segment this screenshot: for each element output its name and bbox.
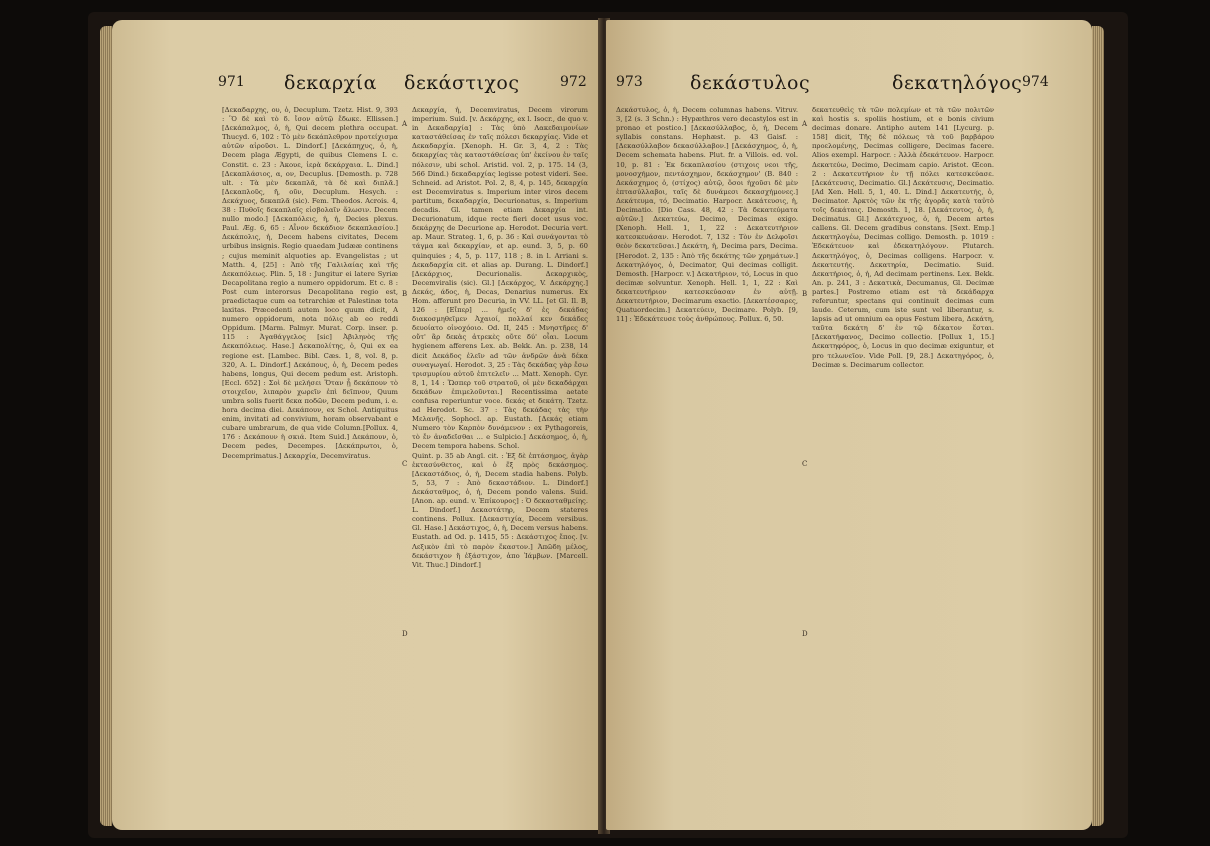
- margin-letter: B: [402, 290, 408, 298]
- headword: δεκάστυλος: [690, 72, 811, 94]
- right-page: [606, 20, 1092, 830]
- column-text: Quint. p. 35 ab Angl. cit. : Ἐξ δὲ ἑπτάσημος, ἀγὰρ ἑκτασύνθετος, καὶ ὁ ἕξ πρὸς δεκάσημος. [Δεκαστάδιος, ὁ, ἡ, Decem stadia habens. Polyb. 5, 53, 7 : Ἀπὸ δεκαστάδιον. L. Dindorf.] Δεκάσταθμος, ὁ, ἡ, Decem pondo valens. Suid. [Anon. ap. eund. v. Ἐπίκουρος] : Ὁ δεκασταθμείης. L. Dindorf.] Δεκαστάτηρ, Decem stateres continens. Pollux. [Δεκαστιχία, Decem versibus. Gl. Hase.] Δεκάστιχος, ὁ, ἡ, Decem versus habens. Eustath. ad Od. p. 1415, 55 : Δεκάστιχος ἔπος. [v. Λεξικὸν ἐπὶ τὸ παρὸν ἕκαστον.] Ἀπῶδη μέλος, δεκάστιχον ἢ ἑξάστιχον, ἀπο Ἰάμβων. [Marcell. Vit. Thuc.] Dindorf.]: [412, 451, 588, 569]
- text-column-left: [616, 106, 798, 806]
- margin-letter: D: [802, 630, 808, 638]
- margin-letter: D: [402, 630, 408, 638]
- left-page-header: [112, 72, 600, 98]
- text-column-right: [412, 106, 588, 806]
- column-text: [Δεκαδαρχης, ου, ὁ, Decuplum. Tzetz. Hist. 9, 393 : Ὃ δὲ καὶ τὸ δ. ἴσον αὐτῷ ἔδωκε. Ellissen.] [Δεκάπαλμος, ὁ, ἡ, Qui decem plethra occupat. Thucyd. 6, 102 : Τὸ μὲν δεκάπλεθρον προτείχισμα αὐτῶν αἱροῦσι. L. Dindorf.] [Δεκάπηχυς, ὁ, ἡ, Decem plaga Ægypti, de quibus Clemens I. c. Constit. c. 23 : Ἀκουε, ἱερὰ δεκάρχαια. L. Dind.] [Δεκαπλάσιος, α, ον, Decuplus. [Demosth. p. 728 ult. : Τὰ μὲν δεκαπλᾶ, τὰ δὲ καὶ διπλᾶ.] [Δεκαπλοῦς, ῆ, οῦν, Decuplum. Hesych. : Δεκάχυος, δεκαπλᾶ (sic). Fem. Theodos. Acrois. 4, 38 : Πυθοῖς δεκαπλαῖς εἰσβολαῖν ἄλωσιν. Decem nullo modo.] [Δεκαπόλεις, ἡ, ἡ, Decies plexus. Paul. Æg. 6, 65 : Αἶνον δεκάδιον δεκαπλασίου.] Δεκάπολις, ἡ, Decem habens civitates, Decem urbibus insignis. Regio quaedam Judææ continens ; cujus meminit alquoties ap. Evangelistas ; ut Matth. 4, [25] : Ἀπὸ τῆς Γαλιλαίας καὶ τῆς Δεκαπόλεως. Plin. 5, 18 : Jungitur ei latere Syriæ Decapolitana regio a numero oppidorum. Et c. 8 : Post cum interorsus Decapolitana regio est, praedictaque cum ea tetrarchiæ et Palestinæ tota laxitas. Præcedenti autem loco quum dicit, A numero oppidorum, nota πόλις ab eo reddi Oppidum. [Marm. Palmyr. Murat. Corp. inser. p. 115 : Ἀγαθάγγελος [sic] Ἀβιληνὸς τῆς Δεκαπόλεως. Hase.] Δεκαπολίτης, ὁ, Qui ex ea regione est. [Lambec. Bibl. Cæs. 1, 8, vol. 8, p. 320, A. L. Dindorf.] Δεκάπους, ὁ, ἡ, Decem pedes habens, longus, Qui decem pedum est. Aristoph. [Eccl. 652] : Σοὶ δὲ μελήσει Ὅταν ᾖ δεκάπουν τὸ στοιχεῖον, λιπαρὸν χωρεῖν ἐπὶ δεῖπνον, Quum umbra solis fuerit δεκα ποδῶν, Decem pedum, i. e. hora decima diei. Δεκάπουν, ex Schol. Antiquitus enim, invitati ad convivium, horam observabant e cubare umbrarum, de qua vide Column.[Pollux. 4, 176 : Δεκάπουν ἡ σκιά. Item Suid.] Δεκάπουν, ὁ, Decem pedes, Decempes. [Δεκάπρωτοι, ὁ, Decemprimatus.] Δεκαρχία, Decemviratus.: [222, 106, 398, 460]
- headword: δεκαρχία: [284, 72, 377, 94]
- text-column-right: [812, 106, 994, 806]
- headword: δεκατηλόγος: [892, 72, 1023, 94]
- page-number: 973: [616, 74, 643, 90]
- right-page-header: [606, 72, 1092, 98]
- page-edges-right: [1092, 26, 1104, 826]
- margin-letter: C: [802, 460, 808, 468]
- page-edges-left: [100, 26, 112, 826]
- headword: δεκάστιχος: [404, 72, 520, 94]
- margin-letter: C: [402, 460, 408, 468]
- margin-letter: A: [402, 120, 408, 128]
- page-number: 971: [218, 74, 245, 90]
- column-text: δεκατευθεὶς τὰ τῶν πολεμίων et τὰ τῶν πολιτῶν καὶ hostis s. spoliis hostium, et e bonis civium decimas donare. Antipho autem 141 [Lycurg. p. 158] dicit, Τῆς δὲ πόλεως τὰ τοῦ βαρβάρου προελομένης, Decimas colligere, Decimas facere. Alios exempl. Harpocr. : Ἀλλὰ ἐδεκάτευον. Harpocr. Δεκατεύω, Decimo, Decimam capio. Aristot. Œcon. 2 : Δεκατευτήριον ἐν τῇ πόλει κατεσκεύασε. [Δεκάτευσις, Decimatio. Gl.] Δεκάτευσις, Decimatio. [Ad Xen. Hell. 5, 1, 40. L. Dind.] Δεκατευτής, ὁ, Decimator. Ἀρκτὸς τῶν ἐκ τῆς ἀγορᾶς κατὰ ταὐτὸ τοῖς δεκάταις. Demosth. 1, 18. [Δεκάτευτος, ὁ, ἡ, Decimatus. Gl.] Δεκάτεχνος, ὁ, ἡ, Decem artes callens. Gl. Decem gradibus constans. [Sext. Emp.] Δεκατηλογέω, Decimas colligo. Demosth. p. 1019 : Ἐδεκάτευον καὶ ἐδεκατηλόγουν. Plutarch. Δεκατηλόγος, ὁ, Decimas colligens. Harpocr. v. Δεκατευτής. Δεκατηρία, Decimatio. Suid. Δεκατήριος, ὁ, ἡ, Ad decimam pertinens. Lex. Bekk. An. p. 241, 3 : Δεκατικὰ, Decumanus, Gl. Decimæ partes.] Postremo etiam est τὰ δεκάδαρχα referuntur, spectans qui continuit decimas cum laude. Ceterum, cum iste sunt vel liberantur, s. lapsis ad ut omnium ea opus Festum libera, Δεκάτη, ταῦτα δεκάτη δ' ἐν τῷ δέκατον ἕσται. [Δεκατήφανος, Decimo collectio. [Pollux 1, 15.] Δεκατηφόρος, ὁ, Locus in quo decimæ exiguntur, et pro τελωνεῖον. Vide Poll. [9, 28.] Δεκατηγόρος, ὁ, Decimæ s. Decimarum collector.: [812, 106, 994, 369]
- left-page: [112, 20, 600, 830]
- page-number: 972: [560, 74, 587, 90]
- column-text: Δεκάστυλος, ὁ, ἡ, Decem columnas habens. Vitruv. 3, [2 (s. 3 Schn.) : Hypæthros vero decastylos est in pronao et postico.] [Δεκασύλλαβος, ὁ, ἡ, Decem syllabis constans. Hephæst. p. 43 Gaisf. : [Δεκασύλλαβον δεκασύλλαβον.] [Δεκάσχημος, ὁ, ἡ, Decem schemata habens. Plut. fr. a Villois. ed. vol. 10, p. 81 : Ἐκ δεκαπλασίου (στιχοις νεοι τῆς, μονοσχήμον, πεντάσχημον, δεκάσχημον' (B. 840 : Δεκάσχημος ὁ, (στίχος) αὐτῷ, ὅσοι ἠχοῦσι δὲ μὲν ἑπτασύλλαβοι, ταῖς δὲ δυνάμεσι δεκασχήμονες.] Δεκάτευμα, τό, Decimatio. Harpocr. Δεκάτευσις, ἡ, Decimatio. [Dio Cass. 48, 42 : Τὰ δεκατεύματα αὐτῶν.] Δεκατεύω, Decimo, Decimas exigo. [Xenoph. Hell. 1, 1, 22 : Δεκατευτήριον κατεσκευάσαν. Herodot. 7, 132 : Τὸν ἐν Δελφοῖσι θεὸν δεκατεῦσαι.] Δεκάτη, ἡ, Decima pars, Decima. [Herodot. 2, 135 : Ἀπὸ τῆς δεκάτης τῶν χρημάτων.] Δεκατηλόγος, ὁ, Decimator, Qui decimas colligit. Demosth. [Harpocr. v.] Δεκατήριον, τό, Locus in quo decimæ solvuntur. Xenoph. Hell. 1, 1, 22 : Καὶ δεκατευτήριον κατεσκεύασαν ἐν αὐτῇ. Δεκατευτήριον, Decimarum exactio. [Δεκατέσσαρες, Quatuordecim.] Δεκατεύειν, Decimare. Polyb. [9, 11] : Ἐδεκάτευσε τοὺς ἀνθρώπους. Pollux. 6, 50.: [616, 106, 798, 324]
- margin-letter: B: [802, 290, 808, 298]
- margin-letter: A: [802, 120, 808, 128]
- page-number: 974: [1022, 74, 1049, 90]
- column-text: Δεκαρχία, ἡ, Decemviratus, Decem virorum imperium. Suid. [v. Δεκάρχης, ex l. Isocr., de quo v. in Δεκαδαρχία] : Τὰς ὑπὸ Λακεδαιμονίων καταστάθείσας ἐν ταῖς πόλεσι δεκαρχίας. Vide et Δεκαδαρχία. [Xenoph. H. Gr. 3, 4, 2 : Τὰς δεκαρχίας τὰς καταστάθείσας ὑπ' ἐκείνου ἐν ταῖς πόλεσιν, ubi schol. Aristid. vol. 2, p. 175. 14 (3, 566 Dind.) δεκαδαρχίας legisse potest videri. See. Schneid. ad Aristot. Pol. 2, 8, 4, p. 145, δεκαρχία est Decemviratus s. Imperium inter viros decem partitum, δεκαδαρχία, Decurionatus, s. Imperium decadis. Gl. tamen etiam Δεκαρχία int. Decurionatum, idque recte fieri docet usus voc. δεκάρχης de Decurione ap. Herodot. Decuria vert. ap. Maur. Strateg. 1, 6, p. 36 : Καὶ συνάγονται τὸ τάγμα καὶ δεκαρχίαν, et ap. eund. 3, 5, p. 60 quinquies ; 4, 5, p. 117, 118 ; 8. in l. Arriani s. Δεκαδαρχία cit. et alias ap. Durang. L. Dindorf.] [Δεκάρχιος, Decurionalis. Δεκαρχικὸς, Decemviralis (sic). Gl.] [Δεκάρχος, V. Δεκάρχης.] Δεκάς, άδος, ἡ, Decas, Denarius numerus. Ex Hom. afferunt pro Decuria, in VV. LL. [et Gl. Il. B, 126 : [Εἴπερ] ... ἡμεῖς δ' ἐς δεκάδας διακοσμηθεῖμεν Ἀχαιοί, πολλαί κεν δεκάδες δευοίατο οἰνοχόοιο. Od. II, 245 : Μνηστῆρες δ' οὔτ' ἂρ δεκὰς ἀτρεκὲς οὔτε δύ' οἶαι. Locum hygienem afferens Lex. ab. Bekk. An. p. 238, 14 dicit Δεκάδος ἐλεῖν ad τῶν ἀνδρῶν ἀνὰ δέκα συναγωγαί. Herodot. 3, 25 : Τὰς δεκάδας γὰρ ἔσω τρισμυρίου αὐτοῦ ἐπιτελεῖν ... Matt. Xenoph. Cyr. 8, 1, 14 : Ὥσπερ τοῦ στρατοῦ, οἱ μὲν δεκαδάρχαι δεκάδων ἐπιμελοῦνται.] Recentissima aetate confusa reperiuntur voce. δεκάς et δεκάτη. Tzetz. ad Herodot. Sc. 37 : Τὰς δεκάδας τὰς τὴν Μελανῆς. Sophocl. ap. Eustath. [Δεκάς etiam Numero τὸν Καρπὸν δυνάμενον : ex Pythagoreis, τὸ ἔν ἀναδεῖσθαι ... e Sulpicio.] Δεκάσημος, ὁ, ἡ, Decem tempora habens. Schol.: [412, 106, 588, 451]
- text-column-left: [222, 106, 398, 806]
